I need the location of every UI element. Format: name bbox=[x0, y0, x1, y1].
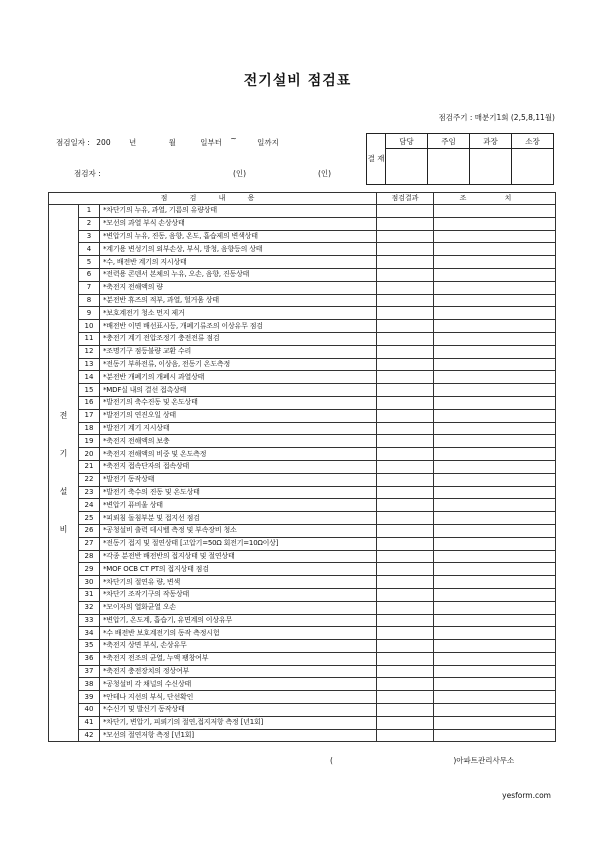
row-number: 33 bbox=[79, 614, 100, 627]
row-number: 37 bbox=[79, 665, 100, 678]
row-number: 26 bbox=[79, 524, 100, 537]
row-result[interactable] bbox=[377, 601, 434, 614]
footer-office-name: )아파트관리사무소 bbox=[453, 756, 515, 765]
inspector-seal-1: (인) bbox=[233, 169, 247, 178]
inspection-table bbox=[48, 192, 556, 742]
row-number: 14 bbox=[79, 371, 100, 384]
table-row bbox=[49, 243, 556, 256]
table-row bbox=[49, 230, 556, 243]
row-number: 42 bbox=[79, 729, 100, 742]
row-number: 12 bbox=[79, 345, 100, 358]
table-row bbox=[49, 268, 556, 281]
row-item: *MOF OCB CT PT의 접지상태 점검 bbox=[100, 563, 377, 576]
row-result[interactable] bbox=[377, 281, 434, 294]
row-item: *수신기 및 발신기 동작상태 bbox=[100, 704, 377, 717]
row-result[interactable] bbox=[377, 358, 434, 371]
row-action[interactable] bbox=[434, 230, 556, 243]
row-item: *보호계전기 청소 먼지 제거 bbox=[100, 307, 377, 320]
row-item: *모선의 과열 부식 손상상태 bbox=[100, 217, 377, 230]
header-content: 점 검 내 용 bbox=[49, 193, 377, 205]
table-row bbox=[49, 345, 556, 358]
table-row bbox=[49, 256, 556, 269]
row-action[interactable] bbox=[434, 563, 556, 576]
row-result[interactable] bbox=[377, 704, 434, 717]
approval-table bbox=[366, 133, 554, 185]
table-row bbox=[49, 422, 556, 435]
row-item: *전동기 부하전류, 이상음, 전동기 온도측정 bbox=[100, 358, 377, 371]
table-row bbox=[49, 294, 556, 307]
row-number: 8 bbox=[79, 294, 100, 307]
row-number: 39 bbox=[79, 691, 100, 704]
row-result[interactable] bbox=[377, 332, 434, 345]
row-item: *차단기의 누유, 과열, 기름의 유량상태 bbox=[100, 205, 377, 218]
row-item: *변압기, 온도계, 흡습기, 유면계의 이상유무 bbox=[100, 614, 377, 627]
approval-col-gwajang: 과장 bbox=[470, 134, 512, 149]
row-result[interactable] bbox=[377, 422, 434, 435]
row-action[interactable] bbox=[434, 256, 556, 269]
table-row bbox=[49, 409, 556, 422]
approval-col-sojang: 소장 bbox=[512, 134, 554, 149]
category-char: 설 bbox=[59, 487, 68, 497]
row-result[interactable] bbox=[377, 486, 434, 499]
row-item: *차단기의 절연유 량, 변색 bbox=[100, 576, 377, 589]
row-action[interactable] bbox=[434, 729, 556, 742]
table-row bbox=[49, 473, 556, 486]
row-result[interactable] bbox=[377, 499, 434, 512]
row-number: 3 bbox=[79, 230, 100, 243]
row-number: 36 bbox=[79, 652, 100, 665]
row-number: 7 bbox=[79, 281, 100, 294]
row-number: 30 bbox=[79, 576, 100, 589]
row-item: *계기용 변성기의 외부손상, 부식, 방청, 음향등의 상태 bbox=[100, 243, 377, 256]
row-result[interactable] bbox=[377, 524, 434, 537]
table-header-row bbox=[49, 193, 556, 205]
row-action[interactable] bbox=[434, 409, 556, 422]
row-item: *차단기 조작기구의 작동상태 bbox=[100, 588, 377, 601]
row-number: 29 bbox=[79, 563, 100, 576]
table-row bbox=[49, 576, 556, 589]
row-action[interactable] bbox=[434, 601, 556, 614]
row-action[interactable] bbox=[434, 358, 556, 371]
year-prefix[interactable]: 200 bbox=[96, 138, 111, 147]
row-result[interactable] bbox=[377, 435, 434, 448]
row-action[interactable] bbox=[434, 320, 556, 333]
category-char: 전 bbox=[59, 411, 68, 421]
row-action[interactable] bbox=[434, 422, 556, 435]
row-action[interactable] bbox=[434, 460, 556, 473]
row-number: 32 bbox=[79, 601, 100, 614]
year-label: 년 bbox=[129, 138, 137, 147]
row-result[interactable] bbox=[377, 294, 434, 307]
table-row bbox=[49, 307, 556, 320]
day-from-label: 일부터 bbox=[200, 138, 223, 147]
row-result[interactable] bbox=[377, 230, 434, 243]
table-row bbox=[49, 524, 556, 537]
row-action[interactable] bbox=[434, 652, 556, 665]
table-row bbox=[49, 640, 556, 653]
approval-col-damdang: 담당 bbox=[386, 134, 428, 149]
row-item: *축전지 충전장치의 정상여부 bbox=[100, 665, 377, 678]
row-item: *모선의 절연저항 측정 [년1회] bbox=[100, 729, 377, 742]
row-result[interactable] bbox=[377, 678, 434, 691]
approval-sign-juim[interactable] bbox=[428, 149, 470, 185]
table-row bbox=[49, 486, 556, 499]
row-result[interactable] bbox=[377, 460, 434, 473]
row-result[interactable] bbox=[377, 217, 434, 230]
approval-sign-sojang[interactable] bbox=[512, 149, 554, 185]
row-action[interactable] bbox=[434, 371, 556, 384]
row-action[interactable] bbox=[434, 294, 556, 307]
row-item: *발전기 축수의 진동 및 온도상태 bbox=[100, 486, 377, 499]
row-number: 4 bbox=[79, 243, 100, 256]
approval-sign-gwajang[interactable] bbox=[470, 149, 512, 185]
category-char: 기 bbox=[59, 449, 68, 459]
row-number: 35 bbox=[79, 640, 100, 653]
row-result[interactable] bbox=[377, 307, 434, 320]
row-item: *안테나 지선의 부식, 단선확인 bbox=[100, 691, 377, 704]
row-result[interactable] bbox=[377, 256, 434, 269]
inspection-date-label: 점검일자 : bbox=[56, 138, 90, 147]
row-item: *모이자의 열화균열 오손 bbox=[100, 601, 377, 614]
row-action[interactable] bbox=[434, 205, 556, 218]
row-action[interactable] bbox=[434, 627, 556, 640]
row-item: *축전지 전해액의 보충 bbox=[100, 435, 377, 448]
row-action[interactable] bbox=[434, 588, 556, 601]
row-number: 31 bbox=[79, 588, 100, 601]
table-row bbox=[49, 371, 556, 384]
row-result[interactable] bbox=[377, 371, 434, 384]
inspection-date bbox=[56, 134, 279, 148]
inspection-cycle: 점검주기 : 매분기1회 (2,5,8,11월) bbox=[438, 113, 555, 122]
table-row bbox=[49, 332, 556, 345]
row-result[interactable] bbox=[377, 473, 434, 486]
row-result[interactable] bbox=[377, 627, 434, 640]
row-number: 16 bbox=[79, 396, 100, 409]
row-action[interactable] bbox=[434, 691, 556, 704]
row-action[interactable] bbox=[434, 550, 556, 563]
table-row bbox=[49, 704, 556, 717]
row-item: *변압기의 누유, 진동, 음향, 온도, 흡습제의 변색상태 bbox=[100, 230, 377, 243]
table-row bbox=[49, 435, 556, 448]
row-result[interactable] bbox=[377, 576, 434, 589]
table-row bbox=[49, 448, 556, 461]
row-item: *축전지 전조의 균열, 누액 팽창여부 bbox=[100, 652, 377, 665]
row-item: *충전기 계기 전압조정기 충전전류 점검 bbox=[100, 332, 377, 345]
row-action[interactable] bbox=[434, 332, 556, 345]
row-item: *공청설비 각 채널의 수신상태 bbox=[100, 678, 377, 691]
row-action[interactable] bbox=[434, 486, 556, 499]
row-item: *변압기 퓨비울 상태 bbox=[100, 499, 377, 512]
row-item: *수 배전반 보호계전기의 동작 측정시험 bbox=[100, 627, 377, 640]
approval-sign-damdang[interactable] bbox=[386, 149, 428, 185]
tilde: ~ bbox=[230, 134, 237, 143]
row-number: 20 bbox=[79, 448, 100, 461]
row-number: 28 bbox=[79, 550, 100, 563]
category-char: 비 bbox=[59, 525, 68, 535]
table-row bbox=[49, 460, 556, 473]
table-row bbox=[49, 320, 556, 333]
table-row bbox=[49, 563, 556, 576]
row-result[interactable] bbox=[377, 345, 434, 358]
table-row bbox=[49, 358, 556, 371]
table-row bbox=[49, 716, 556, 729]
row-number: 2 bbox=[79, 217, 100, 230]
row-result[interactable] bbox=[377, 563, 434, 576]
row-number: 34 bbox=[79, 627, 100, 640]
row-action[interactable] bbox=[434, 243, 556, 256]
row-item: *발전기 계기 지시상태 bbox=[100, 422, 377, 435]
row-item: *축전지 접속단자의 접속상태 bbox=[100, 460, 377, 473]
row-action[interactable] bbox=[434, 281, 556, 294]
row-item: *축전지 상면 부식, 손상유무 bbox=[100, 640, 377, 653]
row-number: 40 bbox=[79, 704, 100, 717]
row-action[interactable] bbox=[434, 217, 556, 230]
footer-open-paren: ( bbox=[330, 756, 333, 765]
row-item: *공청설비 출력 데시벨 측정 및 부속장비 청소 bbox=[100, 524, 377, 537]
table-row bbox=[49, 205, 556, 218]
row-action[interactable] bbox=[434, 473, 556, 486]
row-action[interactable] bbox=[434, 512, 556, 525]
row-item: *조명기구 점등불량 교환 수리 bbox=[100, 345, 377, 358]
row-number: 13 bbox=[79, 358, 100, 371]
row-action[interactable] bbox=[434, 678, 556, 691]
row-action[interactable] bbox=[434, 384, 556, 397]
row-item: *전동기 접지 및 절연상태 [고압기=50Ω 회전기=10Ω이상] bbox=[100, 537, 377, 550]
row-action[interactable] bbox=[434, 576, 556, 589]
footer-office bbox=[330, 755, 555, 766]
table-row bbox=[49, 691, 556, 704]
table-row bbox=[49, 537, 556, 550]
row-item: *분전반 휴즈의 적부, 과열, 헐거움 상태 bbox=[100, 294, 377, 307]
row-action[interactable] bbox=[434, 704, 556, 717]
table-row bbox=[49, 665, 556, 678]
row-action[interactable] bbox=[434, 499, 556, 512]
row-action[interactable] bbox=[434, 448, 556, 461]
row-result[interactable] bbox=[377, 409, 434, 422]
header-result: 점검결과 bbox=[377, 193, 434, 205]
table-row bbox=[49, 627, 556, 640]
row-item: *전력용 콘덴서 본체의 누유, 오손, 음향, 진동상태 bbox=[100, 268, 377, 281]
row-result[interactable] bbox=[377, 537, 434, 550]
row-action[interactable] bbox=[434, 435, 556, 448]
row-number: 5 bbox=[79, 256, 100, 269]
row-item: *발전기 동작상태 bbox=[100, 473, 377, 486]
page-title: 전기설비 점검표 bbox=[243, 73, 352, 89]
row-number: 19 bbox=[79, 435, 100, 448]
row-number: 22 bbox=[79, 473, 100, 486]
row-result[interactable] bbox=[377, 448, 434, 461]
row-item: *발전기의 축수진동 및 온도상태 bbox=[100, 396, 377, 409]
table-row bbox=[49, 217, 556, 230]
row-item: *피뢰침 돌침부분 및 접지선 점검 bbox=[100, 512, 377, 525]
row-result[interactable] bbox=[377, 588, 434, 601]
row-result[interactable] bbox=[377, 652, 434, 665]
row-item: *차단기, 변압기, 피뢰기의 절연,접지저항 측정 [년1회] bbox=[100, 716, 377, 729]
month-label: 월 bbox=[168, 138, 176, 147]
row-number: 18 bbox=[79, 422, 100, 435]
row-result[interactable] bbox=[377, 396, 434, 409]
row-action[interactable] bbox=[434, 716, 556, 729]
row-result[interactable] bbox=[377, 729, 434, 742]
row-number: 23 bbox=[79, 486, 100, 499]
row-action[interactable] bbox=[434, 268, 556, 281]
row-action[interactable] bbox=[434, 537, 556, 550]
table-row bbox=[49, 614, 556, 627]
row-number: 38 bbox=[79, 678, 100, 691]
day-to-label: 일까지 bbox=[257, 138, 279, 147]
row-number: 21 bbox=[79, 460, 100, 473]
row-result[interactable] bbox=[377, 640, 434, 653]
row-result[interactable] bbox=[377, 320, 434, 333]
row-item: *발전기의 연진오일 상태 bbox=[100, 409, 377, 422]
row-number: 24 bbox=[79, 499, 100, 512]
inspector-seal-2: (인) bbox=[318, 169, 332, 178]
table-row bbox=[49, 512, 556, 525]
table-row bbox=[49, 601, 556, 614]
table-row bbox=[49, 678, 556, 691]
row-item: *MDF실 내의 결선 접촉상태 bbox=[100, 384, 377, 397]
row-action[interactable] bbox=[434, 307, 556, 320]
row-result[interactable] bbox=[377, 205, 434, 218]
row-result[interactable] bbox=[377, 384, 434, 397]
row-number: 15 bbox=[79, 384, 100, 397]
table-row bbox=[49, 396, 556, 409]
inspector-label: 점검자 : bbox=[74, 169, 101, 178]
row-action[interactable] bbox=[434, 345, 556, 358]
row-number: 6 bbox=[79, 268, 100, 281]
row-item: *배전반 이면 배선표시등, 개폐기류조의 이상유무 점검 bbox=[100, 320, 377, 333]
table-row bbox=[49, 588, 556, 601]
row-number: 9 bbox=[79, 307, 100, 320]
row-result[interactable] bbox=[377, 268, 434, 281]
table-row bbox=[49, 499, 556, 512]
approval-col-juim: 주임 bbox=[428, 134, 470, 149]
brand-text: yesform.com bbox=[502, 791, 551, 800]
row-number: 25 bbox=[79, 512, 100, 525]
row-action[interactable] bbox=[434, 524, 556, 537]
row-item: *분전반 개폐기의 개폐시 과열상태 bbox=[100, 371, 377, 384]
table-row bbox=[49, 384, 556, 397]
row-number: 11 bbox=[79, 332, 100, 345]
row-result[interactable] bbox=[377, 550, 434, 563]
row-action[interactable] bbox=[434, 614, 556, 627]
row-result[interactable] bbox=[377, 716, 434, 729]
header-action: 조 치 bbox=[434, 193, 556, 205]
row-item: *축전지 전해액의 비중 및 온도측정 bbox=[100, 448, 377, 461]
row-action[interactable] bbox=[434, 665, 556, 678]
row-action[interactable] bbox=[434, 396, 556, 409]
row-item: *각종 분전반 배전반의 접지상태 및 절연상태 bbox=[100, 550, 377, 563]
row-result[interactable] bbox=[377, 243, 434, 256]
row-number: 27 bbox=[79, 537, 100, 550]
row-number: 41 bbox=[79, 716, 100, 729]
table-row bbox=[49, 281, 556, 294]
table-row bbox=[49, 550, 556, 563]
row-result[interactable] bbox=[377, 665, 434, 678]
table-row bbox=[49, 652, 556, 665]
approval-side-label: 결 재 bbox=[367, 134, 386, 185]
row-result[interactable] bbox=[377, 512, 434, 525]
row-item: *수, 배전반 계기의 지시상태 bbox=[100, 256, 377, 269]
category-cell bbox=[49, 205, 79, 742]
row-number: 10 bbox=[79, 320, 100, 333]
row-item: *축전지 전해액의 량 bbox=[100, 281, 377, 294]
row-number: 1 bbox=[79, 205, 100, 218]
row-action[interactable] bbox=[434, 640, 556, 653]
row-result[interactable] bbox=[377, 614, 434, 627]
row-number: 17 bbox=[79, 409, 100, 422]
row-result[interactable] bbox=[377, 691, 434, 704]
table-row bbox=[49, 729, 556, 742]
